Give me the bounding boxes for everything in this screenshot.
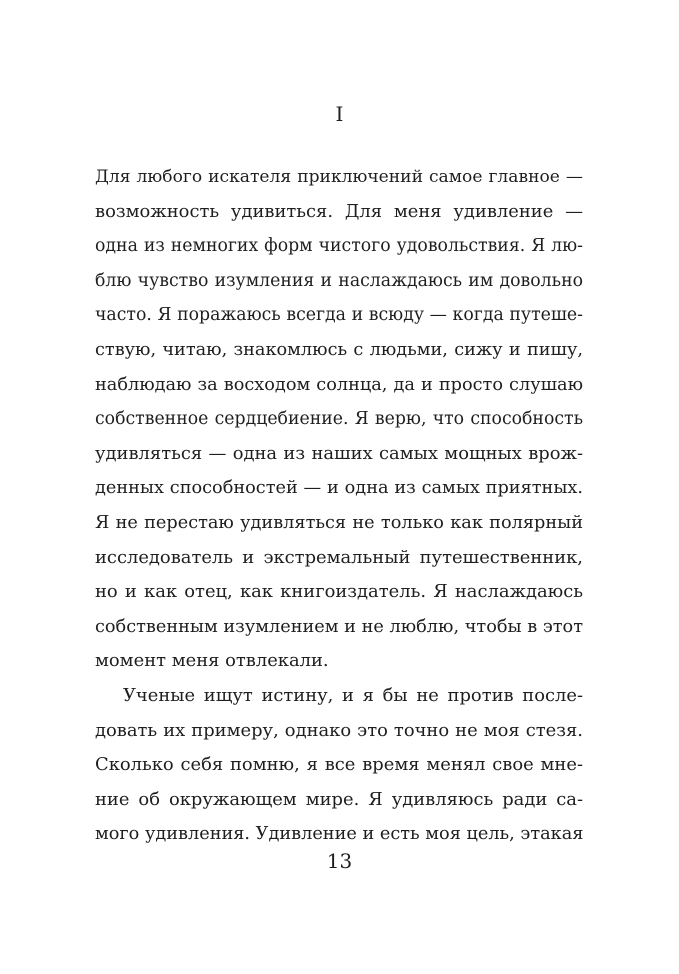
body-text [95, 160, 583, 852]
text-line: собственным изумлением и не люблю, чтобы в этот [95, 616, 583, 637]
text-line: мого удивления. Удивление и есть моя цель, этакая [95, 824, 584, 845]
text-line: одна из немногих форм чистого удовольствия. Я лю- [95, 236, 583, 257]
text-line: блю чувство изумления и наслаждаюсь им довольно [95, 270, 583, 291]
text-line: ствую, читаю, знакомлюсь с людьми, сижу и пишу, [95, 339, 583, 360]
text-line: момент меня отвлекали. [95, 650, 329, 672]
text-line: исследователь и экстремальный путешественник, [95, 546, 583, 568]
text-line: Для любого искателя приключений самое главное — [95, 167, 583, 187]
text-line: возможность удивиться. Для меня удивление — [95, 200, 583, 222]
text-line: удивляться — одна из наших самых мощных врож- [95, 442, 583, 464]
text-line: денных способностей — и одна из самых приятных. [95, 478, 583, 499]
text-line: Я не перестаю удивляться не только как полярный [95, 512, 583, 533]
text-line: собственное сердцебиение. Я верю, что способность [95, 409, 583, 430]
text-line: довать их примеру, однако это точно не моя стезя. [95, 719, 583, 741]
text-line: Сколько себя помню, я все время менял свое мне- [95, 754, 583, 776]
page-number: 13 [326, 849, 353, 873]
text-line: ние об окружающем мире. Я удивляюсь ради са- [95, 788, 583, 810]
text-line: но и как отец, как книгоиздатель. Я наслаждаюсь [95, 581, 583, 603]
text-line: наблюдаю за восходом солнца, да и просто слушаю [95, 374, 583, 395]
chapter-number: I [335, 102, 344, 126]
text-line: Ученые ищут истину, и я бы не против после- [123, 684, 583, 706]
text-line: часто. Я поражаюсь всегда и всюду — когда путеше- [95, 305, 583, 326]
